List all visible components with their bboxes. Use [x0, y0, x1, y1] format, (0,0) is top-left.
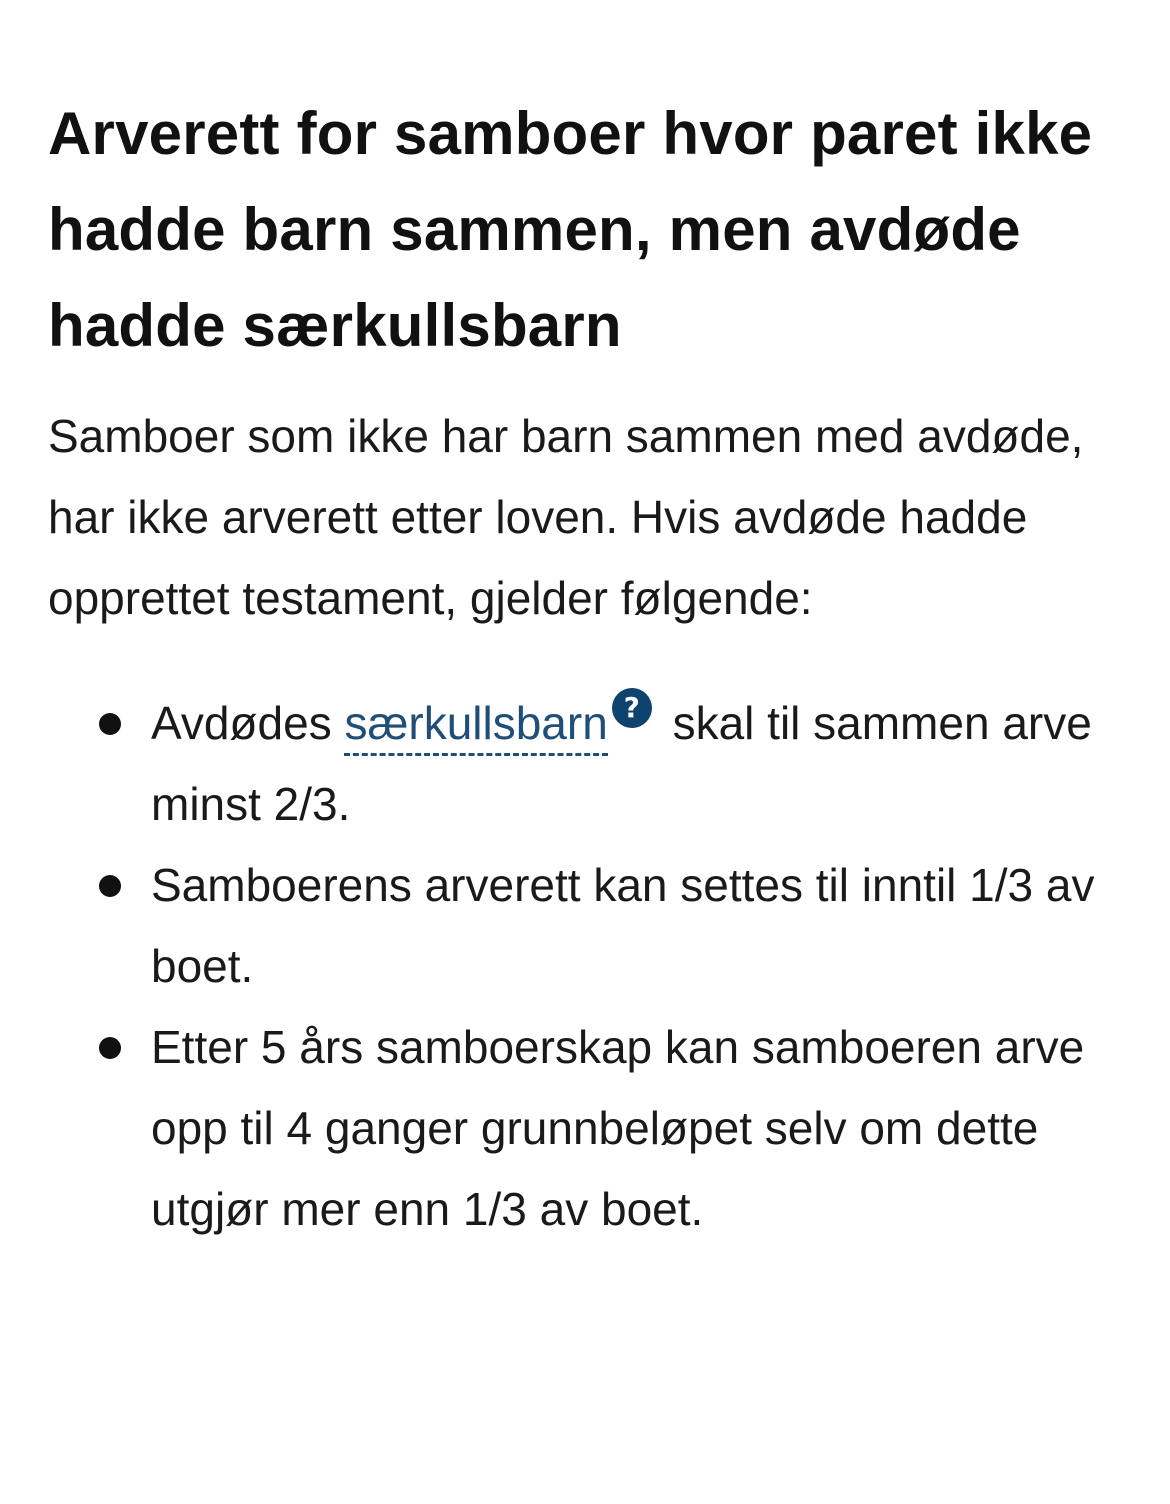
question-circle-icon[interactable]: ?: [612, 688, 652, 728]
list-item: [151, 1007, 1122, 1250]
list-item: [151, 683, 1122, 845]
rule-text: Samboerens arverett kan settes til inntil 1/3 av boet.: [151, 859, 1095, 992]
bullet-icon: [99, 1037, 121, 1059]
page-title: Arverett for samboer hvor paret ikke hadde barn sammen, men avdøde hadde særkullsbarn: [48, 100, 1093, 359]
rule-text-before: Avdødes: [151, 697, 345, 749]
bullet-icon: [99, 713, 121, 735]
rule-text-after: skal til sammen arve minst 2/3.: [151, 697, 1092, 830]
rules-list: [48, 683, 1122, 1250]
list-item: [151, 845, 1122, 1007]
term-link-saerkullsbarn[interactable]: særkullsbarn: [344, 697, 607, 756]
bullet-icon: [99, 875, 121, 897]
intro-paragraph: Samboer som ikke har barn sammen med avdøde, har ikke arverett etter loven. Hvis avdøde hadde opprettet testament, gjelder følgende:: [48, 410, 1084, 624]
rule-text: Etter 5 års samboerskap kan samboeren arve opp til 4 ganger grunnbeløpet selv om dette utgjør mer enn 1/3 av boet.: [151, 1021, 1085, 1235]
